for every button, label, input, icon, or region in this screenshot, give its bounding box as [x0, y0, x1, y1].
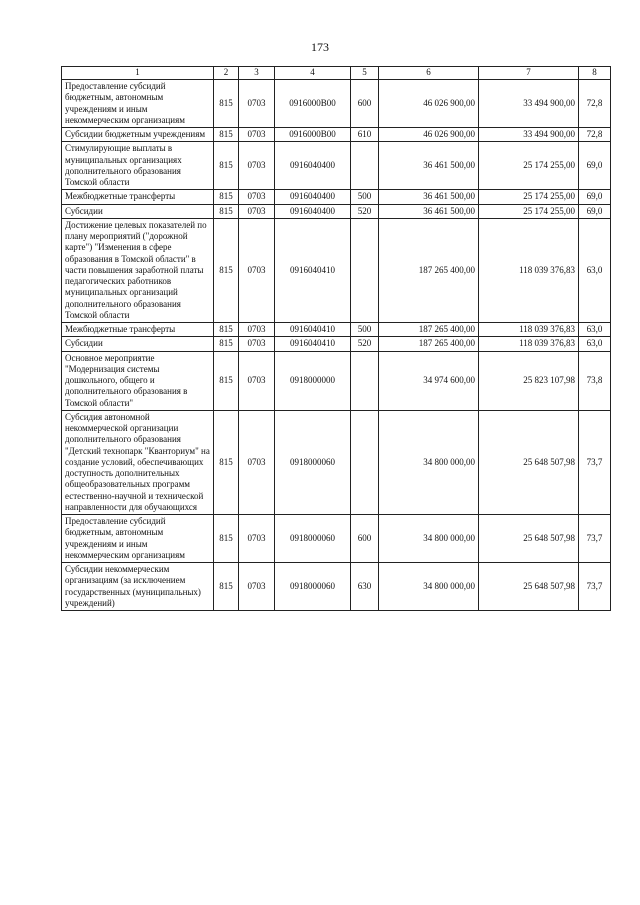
row-name-cell: Межбюджетные трансферты [62, 190, 214, 204]
row-name-cell: Предоставление субсидий бюджетным, автономным учреждениям и иным некоммерческим организациям [62, 515, 214, 563]
target-item-cell: 0918000000 [275, 351, 351, 410]
executed-amount-cell: 25 174 255,00 [479, 190, 579, 204]
ministry-code-cell: 815 [214, 204, 239, 218]
section-code-cell: 0703 [239, 128, 275, 142]
row-name-cell: Достижение целевых показателей по плану мероприятий ("дорожной карте") "Изменения в сфере образования в Томской области" в части повышения заработной платы педагогических работников муниципальных организаций дополнительного образования Томской области [62, 218, 214, 322]
section-code-cell: 0703 [239, 190, 275, 204]
expense-type-cell: 600 [351, 515, 379, 563]
section-code-cell: 0703 [239, 142, 275, 190]
section-code-cell: 0703 [239, 80, 275, 128]
table-row [62, 204, 611, 218]
header-cell: 8 [579, 67, 611, 80]
expense-type-cell: 610 [351, 128, 379, 142]
executed-amount-cell: 118 039 376,83 [479, 323, 579, 337]
header-cell: 6 [379, 67, 479, 80]
target-item-cell: 0916040410 [275, 337, 351, 351]
row-name-cell: Стимулирующие выплаты в муниципальных организациях дополнительного образования Томской области [62, 142, 214, 190]
table-row [62, 80, 611, 128]
planned-amount-cell: 36 461 500,00 [379, 190, 479, 204]
expense-type-cell: 520 [351, 337, 379, 351]
expense-type-cell: 630 [351, 563, 379, 611]
table-row [62, 142, 611, 190]
percent-cell: 73,7 [579, 410, 611, 514]
row-name-cell: Межбюджетные трансферты [62, 323, 214, 337]
percent-cell: 63,0 [579, 218, 611, 322]
ministry-code-cell: 815 [214, 80, 239, 128]
percent-cell: 63,0 [579, 323, 611, 337]
row-name-cell: Основное мероприятие "Модернизация системы дошкольного, общего и дополнительного образования в Томской области" [62, 351, 214, 410]
row-name-cell: Субсидии [62, 337, 214, 351]
target-item-cell: 0918000060 [275, 515, 351, 563]
ministry-code-cell: 815 [214, 410, 239, 514]
section-code-cell: 0703 [239, 410, 275, 514]
row-name-cell: Субсидии [62, 204, 214, 218]
table-row [62, 218, 611, 322]
table-row [62, 351, 611, 410]
ministry-code-cell: 815 [214, 515, 239, 563]
planned-amount-cell: 34 800 000,00 [379, 515, 479, 563]
table-row [62, 337, 611, 351]
ministry-code-cell: 815 [214, 563, 239, 611]
section-code-cell: 0703 [239, 563, 275, 611]
planned-amount-cell: 187 265 400,00 [379, 323, 479, 337]
section-code-cell: 0703 [239, 337, 275, 351]
executed-amount-cell: 33 494 900,00 [479, 80, 579, 128]
expense-type-cell: 520 [351, 204, 379, 218]
page-number: 173 [311, 40, 329, 54]
section-code-cell: 0703 [239, 218, 275, 322]
section-code-cell: 0703 [239, 204, 275, 218]
target-item-cell: 0916040400 [275, 142, 351, 190]
expense-type-cell: 500 [351, 323, 379, 337]
target-item-cell: 0916000В00 [275, 128, 351, 142]
header-cell: 4 [275, 67, 351, 80]
planned-amount-cell: 34 800 000,00 [379, 410, 479, 514]
section-code-cell: 0703 [239, 515, 275, 563]
ministry-code-cell: 815 [214, 323, 239, 337]
expense-type-cell [351, 410, 379, 514]
executed-amount-cell: 25 174 255,00 [479, 204, 579, 218]
percent-cell: 69,0 [579, 190, 611, 204]
section-code-cell: 0703 [239, 323, 275, 337]
target-item-cell: 0916040400 [275, 190, 351, 204]
ministry-code-cell: 815 [214, 142, 239, 190]
ministry-code-cell: 815 [214, 351, 239, 410]
percent-cell: 73,7 [579, 515, 611, 563]
executed-amount-cell: 118 039 376,83 [479, 218, 579, 322]
row-name-cell: Субсидии некоммерческим организациям (за исключением государственных (муниципальных) учреждений) [62, 563, 214, 611]
table-row [62, 323, 611, 337]
table-row [62, 563, 611, 611]
executed-amount-cell: 25 648 507,98 [479, 563, 579, 611]
planned-amount-cell: 187 265 400,00 [379, 337, 479, 351]
planned-amount-cell: 46 026 900,00 [379, 128, 479, 142]
header-cell: 7 [479, 67, 579, 80]
executed-amount-cell: 25 823 107,98 [479, 351, 579, 410]
planned-amount-cell: 34 800 000,00 [379, 563, 479, 611]
row-name-cell: Предоставление субсидий бюджетным, автономным учреждениям и иным некоммерческим организациям [62, 80, 214, 128]
planned-amount-cell: 187 265 400,00 [379, 218, 479, 322]
percent-cell: 72,8 [579, 80, 611, 128]
expense-type-cell: 500 [351, 190, 379, 204]
planned-amount-cell: 36 461 500,00 [379, 204, 479, 218]
executed-amount-cell: 118 039 376,83 [479, 337, 579, 351]
percent-cell: 69,0 [579, 204, 611, 218]
target-item-cell: 0916040400 [275, 204, 351, 218]
executed-amount-cell: 33 494 900,00 [479, 128, 579, 142]
section-code-cell: 0703 [239, 351, 275, 410]
row-name-cell: Субсидии бюджетным учреждениям [62, 128, 214, 142]
target-item-cell: 0916040410 [275, 323, 351, 337]
expense-type-cell [351, 218, 379, 322]
planned-amount-cell: 34 974 600,00 [379, 351, 479, 410]
ministry-code-cell: 815 [214, 190, 239, 204]
row-name-cell: Субсидия автономной некоммерческой организации дополнительного образования "Детский технопарк "Кванториум" на создание условий, обеспечивающих доступность дополнительных общеобразовательных программ естественно-научной и технической направленности для обучающихся [62, 410, 214, 514]
table-row [62, 190, 611, 204]
ministry-code-cell: 815 [214, 218, 239, 322]
percent-cell: 72,8 [579, 128, 611, 142]
executed-amount-cell: 25 174 255,00 [479, 142, 579, 190]
percent-cell: 73,8 [579, 351, 611, 410]
header-cell: 5 [351, 67, 379, 80]
target-item-cell: 0918000060 [275, 410, 351, 514]
expense-type-cell [351, 351, 379, 410]
header-cell: 2 [214, 67, 239, 80]
percent-cell: 63,0 [579, 337, 611, 351]
target-item-cell: 0916040410 [275, 218, 351, 322]
executed-amount-cell: 25 648 507,98 [479, 410, 579, 514]
expense-type-cell: 600 [351, 80, 379, 128]
budget-table [61, 66, 611, 611]
ministry-code-cell: 815 [214, 128, 239, 142]
target-item-cell: 0916000В00 [275, 80, 351, 128]
ministry-code-cell: 815 [214, 337, 239, 351]
planned-amount-cell: 36 461 500,00 [379, 142, 479, 190]
percent-cell: 69,0 [579, 142, 611, 190]
table-row [62, 515, 611, 563]
planned-amount-cell: 46 026 900,00 [379, 80, 479, 128]
table-header-row [62, 67, 611, 80]
table-row [62, 410, 611, 514]
target-item-cell: 0918000060 [275, 563, 351, 611]
header-cell: 3 [239, 67, 275, 80]
percent-cell: 73,7 [579, 563, 611, 611]
table-row [62, 128, 611, 142]
header-cell: 1 [62, 67, 214, 80]
expense-type-cell [351, 142, 379, 190]
executed-amount-cell: 25 648 507,98 [479, 515, 579, 563]
